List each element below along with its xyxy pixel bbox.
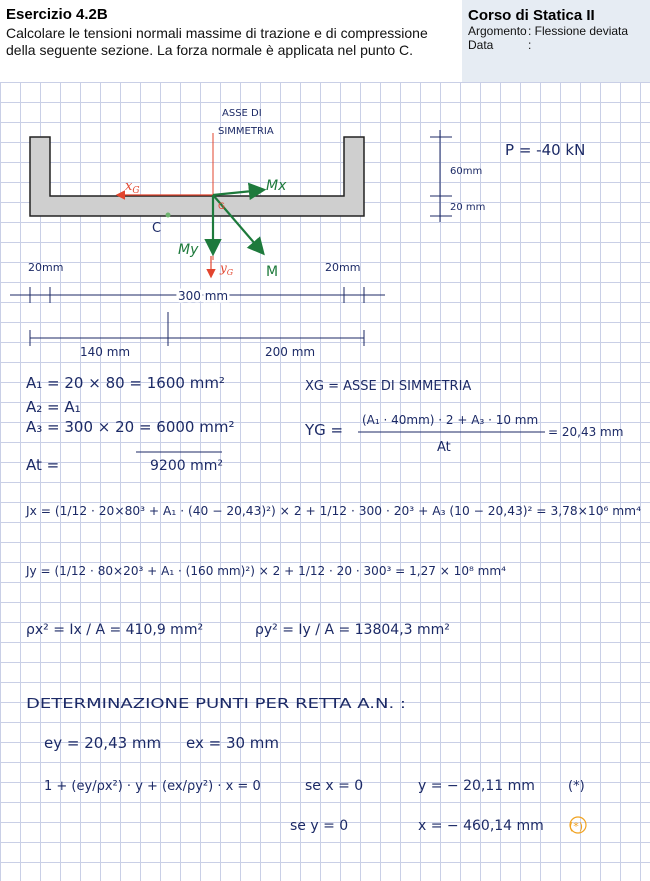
case2-condition: se y = 0 [290,818,349,834]
calc-yg-result: = 20,43 mm [548,425,624,439]
dim-300mm: 300 mm [178,289,229,303]
xg-label: $x_G$ [125,179,140,196]
point-c-label: C [152,221,162,236]
exercise-title: Esercizio 4.2B [6,6,108,23]
calc-jy: Jy = (1/12 · 80×20³ + A₁ · (160 mm)²) × 2 + 1/12 · 20 · 300³ = 1,27 × 10⁸ mm⁴ [24,564,507,578]
case1-mark: (*) [568,779,585,794]
argomento-label: Argomento [468,24,527,38]
argomento-value: : Flessione deviata [528,24,629,38]
course-title: Corso di Statica II [468,7,595,24]
point-g-label: G [218,202,225,212]
case1-result: y = − 20,11 mm [418,778,535,794]
mx-label: Mx [266,178,287,194]
calc-a2: A₂ = A₁ [26,398,81,416]
calc-xg: XG = ASSE DI SIMMETRIA [305,379,472,394]
case2-result: x = − 460,14 mm [418,818,544,834]
u-section-shape [30,137,364,216]
my-label: My [178,242,199,258]
dim-140mm: 140 mm [80,345,131,359]
ex-value: ex = 30 mm [186,734,280,752]
data-label: Data [468,38,494,52]
m-label: M [266,264,279,280]
calc-at-value: 9200 mm² [150,458,223,474]
dim-20mm-right: 20mm [325,261,361,274]
ey-value: ey = 20,43 mm [44,734,162,752]
section-title: DETERMINAZIONE PUNTI PER RETTA A.N. : [26,697,406,712]
calc-a3: A₃ = 300 × 20 = 6000 mm² [26,418,235,436]
dim-20mm-flange: 20 mm [450,202,486,213]
dim-20mm-left: 20mm [28,261,64,274]
calc-yg-label: YG = [305,421,344,439]
calc-yg-den: At [437,440,451,455]
point-c-marker [166,213,171,218]
neutral-axis-equation: 1 + (ey/ρx²) · y + (ex/ρy²) · x = 0 [44,779,261,794]
case2-mark: (*) [569,820,584,833]
symmetry-label-2: SIMMETRIA [218,126,274,137]
calc-yg-num: (A₁ · 40mm) · 2 + A₃ · 10 mm [362,413,539,427]
symmetry-label-1: ASSE DI [222,108,262,119]
yg-label: $y_G$ [220,261,234,277]
calc-rhoy: ρy² = Iy / A = 13804,3 mm² [255,622,450,638]
vertical-dimensions [430,130,452,222]
dim-60mm: 60mm [450,166,483,177]
calc-a1: A₁ = 20 × 80 = 1600 mm² [26,374,225,392]
case1-condition: se x = 0 [305,778,364,794]
force-label: P = -40 kN [505,141,586,159]
horizontal-dimensions-bottom [30,312,364,346]
data-value: : [528,38,532,52]
calc-jx: Jx = (1/12 · 20×80³ + A₁ · (40 − 20,43)²) × 2 + 1/12 · 300 · 20³ + A₃ (10 − 20,43)² = 3,78×10⁶ mm⁴ [24,504,642,518]
mx-arrow [213,190,262,195]
calc-at: At = [26,456,60,474]
exercise-text: Calcolare le tensioni normali massime di trazione e di compressione della seguente sezione. La forza normale è applicata nel punto C. [6,25,428,58]
dim-200mm: 200 mm [265,345,316,359]
calc-rhox: ρx² = Ix / A = 410,9 mm² [26,622,204,638]
